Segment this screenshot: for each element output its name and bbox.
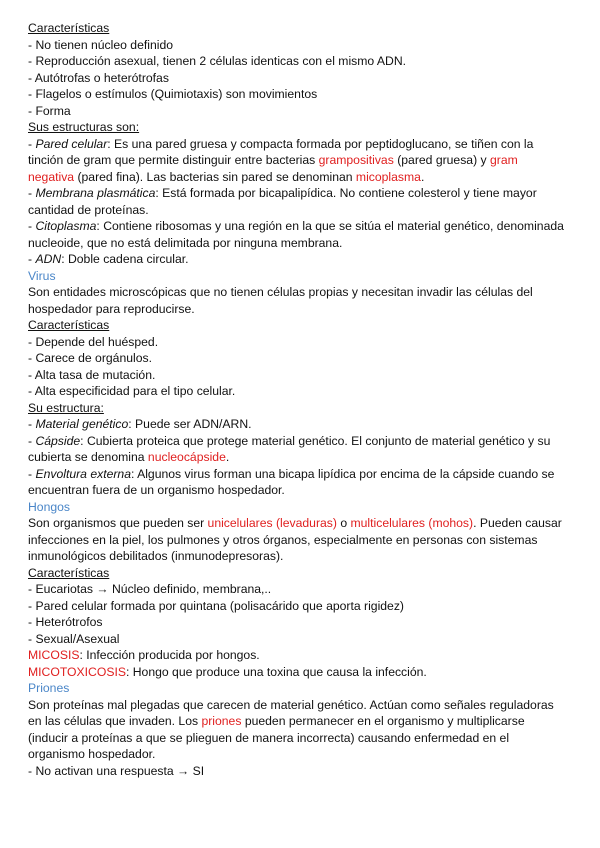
priones-heading: Priones bbox=[28, 681, 70, 695]
citoplasma-term: Citoplasma bbox=[35, 219, 97, 233]
bacterias-caracteristica-1: - No tienen núcleo definido bbox=[28, 37, 173, 52]
capside-text-1: : Cubierta proteica que protege material genético. El conjunto de material genético y su cubierta se denomina bbox=[28, 433, 551, 464]
priones-intro-text-1: Son proteínas mal plegadas que carecen de material genético. Actúan como señales reguladoras en las células que invaden. Los bbox=[28, 697, 554, 728]
capside-paragraph bbox=[28, 433, 564, 466]
hongos-caracteristica-4: - Sexual/Asexual bbox=[28, 631, 120, 646]
priones-intro-text-2: pueden permanecer en el organismo y multiplicarse (inducir a proteínas a que se plieguen de manera incorrecta) causando enfermedad en el organismo hospedador. bbox=[28, 714, 525, 761]
hongos-caracteristicas-title: Características bbox=[28, 565, 110, 580]
unicelulares-highlight: unicelulares (levaduras) bbox=[207, 516, 337, 530]
virus-intro: Son entidades microscópicas que no tienen células propias y necesitan invadir las células del hospedador para reproducirse. bbox=[28, 285, 533, 316]
adn-term: ADN bbox=[35, 252, 62, 266]
pared-text-1: : Es una pared gruesa y compacta formada por peptidoglucano, se tiñen con la tinción de gram que permite distinguir entre bacterias bbox=[28, 136, 534, 167]
capside-dash: - bbox=[28, 433, 36, 448]
micotoxicosis-term: MICOTOXICOSIS bbox=[28, 664, 126, 679]
bacterias-estructuras-title: Sus estructuras son: bbox=[28, 120, 140, 134]
membrana-dash: - bbox=[28, 186, 36, 200]
bacterias-caracteristica-4: - Flagelos o estímulos (Quimiotaxis) son movimientos bbox=[28, 87, 318, 101]
hongos-intro-text-3: . Pueden causar infecciones en la piel, los pulmones y otros órganos, especialmente en personas con sistemas inmunológicos debilitados (inmunodepresoras). bbox=[28, 516, 562, 563]
hongos-intro bbox=[28, 515, 564, 565]
envoltura-term: Envoltura externa bbox=[35, 466, 131, 481]
priones-highlight: priones bbox=[201, 714, 242, 728]
envoltura-paragraph bbox=[28, 466, 564, 499]
virus-caracteristica-4: - Alta especificidad para el tipo celular. bbox=[28, 384, 236, 398]
citoplasma-paragraph bbox=[28, 218, 564, 251]
material-genetico-paragraph bbox=[28, 416, 564, 433]
hongos-heading: Hongos bbox=[28, 499, 71, 514]
hongos-intro-text-1: Son organismos que pueden ser bbox=[28, 516, 208, 530]
micotoxicosis-text: : Hongo que produce una toxina que causa la infección. bbox=[125, 664, 427, 679]
virus-caracteristica-3: - Alta tasa de mutación. bbox=[28, 367, 156, 382]
capside-term: Cápside bbox=[35, 433, 81, 448]
micosis-line bbox=[28, 647, 564, 664]
adn-paragraph bbox=[28, 251, 564, 268]
material-dash: - bbox=[28, 417, 36, 431]
grampositivas-highlight: grampositivas bbox=[318, 153, 394, 167]
adn-text: : Doble cadena circular. bbox=[61, 252, 189, 266]
virus-estructura-title: Su estructura: bbox=[28, 400, 104, 415]
pared-celular-term: Pared celular bbox=[35, 136, 108, 151]
priones-last-line: - No activan una respuesta → SI bbox=[28, 763, 205, 778]
material-text: : Puede ser ADN/ARN. bbox=[128, 417, 252, 431]
citoplasma-dash: - bbox=[28, 219, 36, 233]
hongos-caracteristica-1: - Eucariotas → Núcleo definido, membrana,.. bbox=[28, 582, 272, 596]
pared-text-2: (pared gruesa) y bbox=[393, 153, 491, 167]
citoplasma-text: : Contiene ribosomas y una región en la que se sitúa el material genético, denominada nucleoide, que no está delimitada por ninguna membrana. bbox=[28, 219, 564, 250]
multicelulares-highlight: multicelulares (mohos) bbox=[350, 516, 474, 530]
membrana-paragraph bbox=[28, 185, 564, 218]
membrana-term: Membrana plasmática bbox=[35, 186, 156, 200]
membrana-text: : Está formada por bicapalipídica. No contiene colesterol y tiene mayor cantidad de proteínas. bbox=[28, 186, 537, 217]
micoplasma-highlight: micoplasma bbox=[355, 169, 421, 184]
bacterias-caracteristica-5: - Forma bbox=[28, 103, 71, 118]
hongos-caracteristica-3: - Heterótrofos bbox=[28, 615, 103, 629]
virus-caracteristica-1: - Depende del huésped. bbox=[28, 334, 159, 349]
gram-negativa-highlight: gram negativa bbox=[28, 153, 518, 184]
virus-heading: Virus bbox=[28, 268, 56, 283]
pared-dash: - bbox=[28, 136, 36, 151]
bacterias-caracteristica-3: - Autótrofas o heterótrofas bbox=[28, 70, 169, 85]
adn-dash: - bbox=[28, 252, 36, 266]
micosis-term: MICOSIS bbox=[28, 648, 80, 662]
micotoxicosis-line bbox=[28, 664, 564, 681]
envoltura-text: : Algunos virus forman una bicapa lipídica por encima de la cápside cuando se encuentran fuera de un organismo hospedador. bbox=[28, 466, 555, 497]
bacterias-caracteristica-2: - Reproducción asexual, tienen 2 células identicas con el mismo ADN. bbox=[28, 54, 407, 68]
pared-celular-paragraph bbox=[28, 136, 564, 186]
capside-text-2: . bbox=[225, 450, 230, 464]
priones-intro bbox=[28, 697, 564, 763]
virus-caracteristica-2: - Carece de orgánulos. bbox=[28, 351, 152, 365]
envoltura-dash: - bbox=[28, 466, 36, 481]
nucleocapside-highlight: nucleocápside bbox=[147, 450, 226, 464]
pared-text-4: . bbox=[420, 169, 425, 184]
bacterias-caracteristicas-title: Características bbox=[28, 21, 110, 35]
material-genetico-term: Material genético bbox=[35, 417, 129, 431]
virus-caracteristicas-title: Características bbox=[28, 318, 110, 332]
pared-text-3: (pared fina). Las bacterias sin pared se denominan bbox=[74, 169, 356, 184]
micosis-text: : Infección producida por hongos. bbox=[79, 648, 260, 662]
hongos-intro-text-2: o bbox=[336, 516, 351, 530]
hongos-caracteristica-2: - Pared celular formada por quintana (polisacárido que aporta rigidez) bbox=[28, 598, 404, 613]
